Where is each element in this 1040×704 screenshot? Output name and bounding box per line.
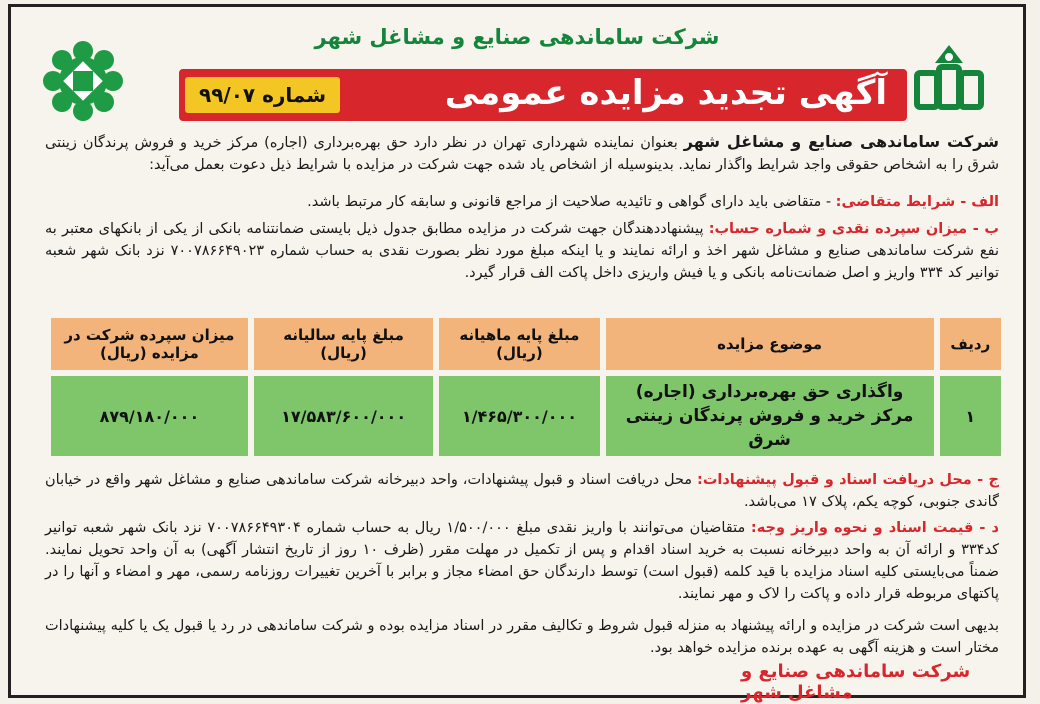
cell-subject-line2: مرکز خرید و فروش پرندگان زینتی شرق	[625, 406, 914, 450]
header-row-number: ردیف	[940, 318, 1001, 370]
header-monthly: مبلغ پایه ماهیانه (ریال)	[439, 318, 599, 370]
section-c-text: محل دریافت اسناد و قبول پیشنهادات، واحد دبیرخانه شرکت ساماندهی صنایع و مشاغل شهر واقع در خیابان گاندی جنوبی، کوچه یکم، پلاک ۱۷ می‌باشد.	[45, 472, 999, 510]
company-name-header: شرکت ساماندهی صنایع و مشاغل شهر	[314, 25, 720, 49]
section-a-label: الف - شرایط متقاضی:	[835, 194, 999, 210]
cell-monthly: ۱/۴۶۵/۳۰۰/۰۰۰	[439, 376, 599, 456]
section-d	[45, 517, 999, 605]
intro-paragraph	[45, 131, 999, 176]
banner-title: آگهی تجدید مزایده عمومی	[444, 73, 887, 113]
company-logo-icon	[909, 37, 989, 117]
table-row	[51, 376, 1001, 456]
section-d-label: د - قیمت اسناد و نحوه واریز وجه:	[750, 520, 999, 536]
cell-deposit: ۸۷۹/۱۸۰/۰۰۰	[51, 376, 248, 456]
header-yearly: مبلغ پایه سالیانه (ریال)	[254, 318, 434, 370]
section-a-text: - متقاضی باید دارای گواهی و تائیدیه صلاحیت از مراجع قانونی و سابقه کار مرتبط باشد.	[307, 194, 836, 210]
intro-text: بعنوان نماینده شهرداری تهران در نظر دارد حق بهره‌برداری (اجاره) مرکز خرید و فروش پرندگان زینتی شرق را به اشخاص حقوقی واجد شرایط واگذار نماید. بدینوسیله از اشخاص یاد شده جهت شرکت در مزایده با شرایط ذیل دعوت بعمل می‌آید:	[45, 135, 999, 173]
section-d-text: متقاضیان می‌توانند با واریز نقدی مبلغ ۱/۵۰۰/۰۰۰ ریال به حساب شماره ۷۰۰۷۸۶۶۴۹۳۰۴ نزد بانک شهر شعبه توانیر کد۳۳۴ و ارائه آن به واحد دبیرخانه نسبت به خرید اسناد اقدام و پس از تکمیل در مهلت مقرر (ظرف ۱۰ روز از تاریخ انتشار آگهی) به آن واحد تحویل نمایند. ضمناً می‌بایستی کلیه اسناد مزایده با قید کلمه (قبول است) توسط دارندگان حق امضاء مجاز و برابر با آخرین تغییرات روزنامه رسمی، مهر و امضاء و آنها را در پاکتهای مربوطه قرار داده و پاکت را لاک و مهر نمایند.	[45, 520, 999, 602]
section-c	[45, 469, 999, 513]
signature	[11, 661, 1023, 703]
closing-paragraph: بدیهی است شرکت در مزایده و ارائه پیشنهاد به منزله قبول شروط و تکالیف مقرر در اسناد مزایده بوده و شرکت ساماندهی در رد یا قبول یک یا کلیه پیشنهادات مختار است و هزینه آگهی به عهده برنده مزایده خواهد بود.	[45, 618, 999, 656]
cell-row-number: ۱	[940, 376, 1001, 456]
section-b-label: ب - میزان سپرده نقدی و شماره حساب:	[708, 221, 999, 237]
header-subject: موضوع مزایده	[606, 318, 934, 370]
cell-yearly: ۱۷/۵۸۳/۶۰۰/۰۰۰	[254, 376, 434, 456]
section-b-text: پیشنهاددهندگان جهت شرکت در مزایده مطابق جدول ذیل بایستی ضمانتنامه بانکی از یکی از بانکهای معتبر به نفع شرکت ساماندهی صنایع و مشاغل شهر اخذ و ارائه نمایند و یا اینکه مبلغ مورد نظر بصورت نقدی به حساب شماره ۷۰۰۷۸۶۶۴۹۰۲۳ نزد بانک شهر شعبه توانیر کد ۳۳۴ واریز و اصل ضمانت‌نامه بانکی و یا فیش واریزی داخل پاکت الف قرار گیرد.	[45, 221, 999, 281]
section-a	[45, 191, 999, 213]
intro-company-name: شرکت ساماندهی صنایع و مشاغل شهر	[683, 132, 999, 151]
section-c-label: ج - محل دریافت اسناد و قبول پیشنهادات:	[697, 472, 999, 488]
municipality-logo-icon	[39, 37, 127, 125]
auction-table	[45, 312, 1007, 462]
signature-text: شرکت ساماندهی صنایع و مشاغل شهر	[741, 661, 971, 703]
title-banner	[179, 69, 907, 121]
header-deposit: میزان سپرده شرکت در مزایده (ریال)	[51, 318, 248, 370]
cell-subject	[606, 376, 934, 456]
section-b	[45, 218, 999, 284]
banner-number: شماره ۹۹/۰۷	[185, 77, 340, 113]
cell-subject-line1: واگذاری حق بهره‌برداری (اجاره)	[635, 382, 904, 402]
advertisement-frame	[8, 4, 1026, 703]
table-header-row	[51, 318, 1001, 370]
